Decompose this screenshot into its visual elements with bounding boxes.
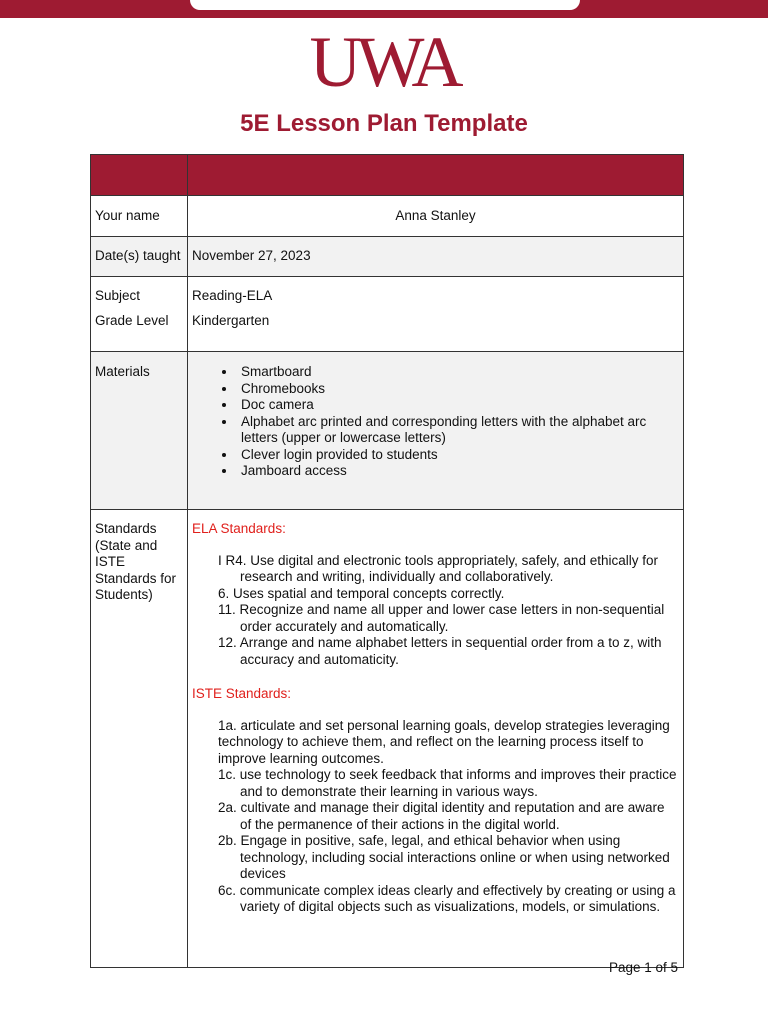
date-value: November 27, 2023 [188,237,684,277]
subject-label: Subject [95,288,141,303]
table-header-row [91,155,684,196]
list-item: • Alphabet arc printed and corresponding letters with the alphabet arc letters (upper or lowercase letters) [237,414,679,447]
list-item: • Doc camera [237,397,679,414]
list-item: 1a. articulate and set personal learning goals, develop strategies leveraging technology to achieve them, and reflect on the learning process itself to improve learning outcomes. [218,717,670,766]
list-item: 2a. cultivate and manage their digital identity and reputation and are aware of the permanence of their actions in the digital world. [218,800,665,832]
header-cell-left [91,155,188,196]
page-number: Page 1 of 5 [608,960,678,975]
grade-value: Kindergarten [192,312,270,328]
table-row-standards [91,510,684,968]
subject-value: Reading-ELA [192,288,273,303]
materials-label: Materials [91,352,188,510]
list-item: • Smartboard [237,364,679,381]
list-item: 11. Recognize and name all upper and lower case letters in non-sequential order accurately and automatically. [218,602,665,634]
list-item: I R4. Use digital and electronic tools appropriately, safely, and ethically for research and writing, individually and collaboratively. [218,552,658,584]
table-row-date [91,237,684,277]
table-row-name [91,196,684,237]
materials-list [192,364,679,480]
table-row-materials [91,352,684,510]
list-item: 12. Arrange and name alphabet letters in sequential order from a to z, with accuracy and automaticity. [218,635,662,667]
grade-label: Grade Level [95,312,169,328]
subject-grade-values [188,277,684,352]
standards-label: Standards (State and ISTE Standards for Students) [91,510,188,968]
header-cell-right [188,155,684,196]
iste-standards-heading: ISTE Standards: [192,686,292,701]
table-row-subject-grade [91,277,684,352]
list-item: • Jamboard access [237,463,679,480]
list-item: 6. Uses spatial and temporal concepts correctly. [218,585,505,601]
page-title: 5E Lesson Plan Template [240,110,528,137]
list-item: 2b. Engage in positive, safe, legal, and ethical behavior when using technology, including social interactions online or when using networked devices [218,833,670,881]
list-item: 1c. use technology to seek feedback that informs and improves their practice and to demonstrate their learning in various ways. [218,767,677,799]
ela-standards-heading: ELA Standards: [192,521,286,536]
name-label: Your name [91,196,188,237]
standards-cell [188,510,684,968]
subject-grade-labels [91,277,188,352]
list-item: • Clever login provided to students [237,447,679,464]
uwa-logo: UWA [309,22,459,102]
iste-standards-list [192,718,679,916]
lesson-plan-table [90,154,684,968]
ela-standards-list [192,553,679,669]
materials-cell [188,352,684,510]
list-item: 6c. communicate complex ideas clearly and effectively by creating or using a variety of digital objects such as visualizations, models, or simulations. [218,882,676,914]
top-banner-tab [190,0,580,10]
name-value: Anna Stanley [188,196,684,237]
date-label: Date(s) taught [91,237,188,277]
list-item: • Chromebooks [237,381,679,398]
